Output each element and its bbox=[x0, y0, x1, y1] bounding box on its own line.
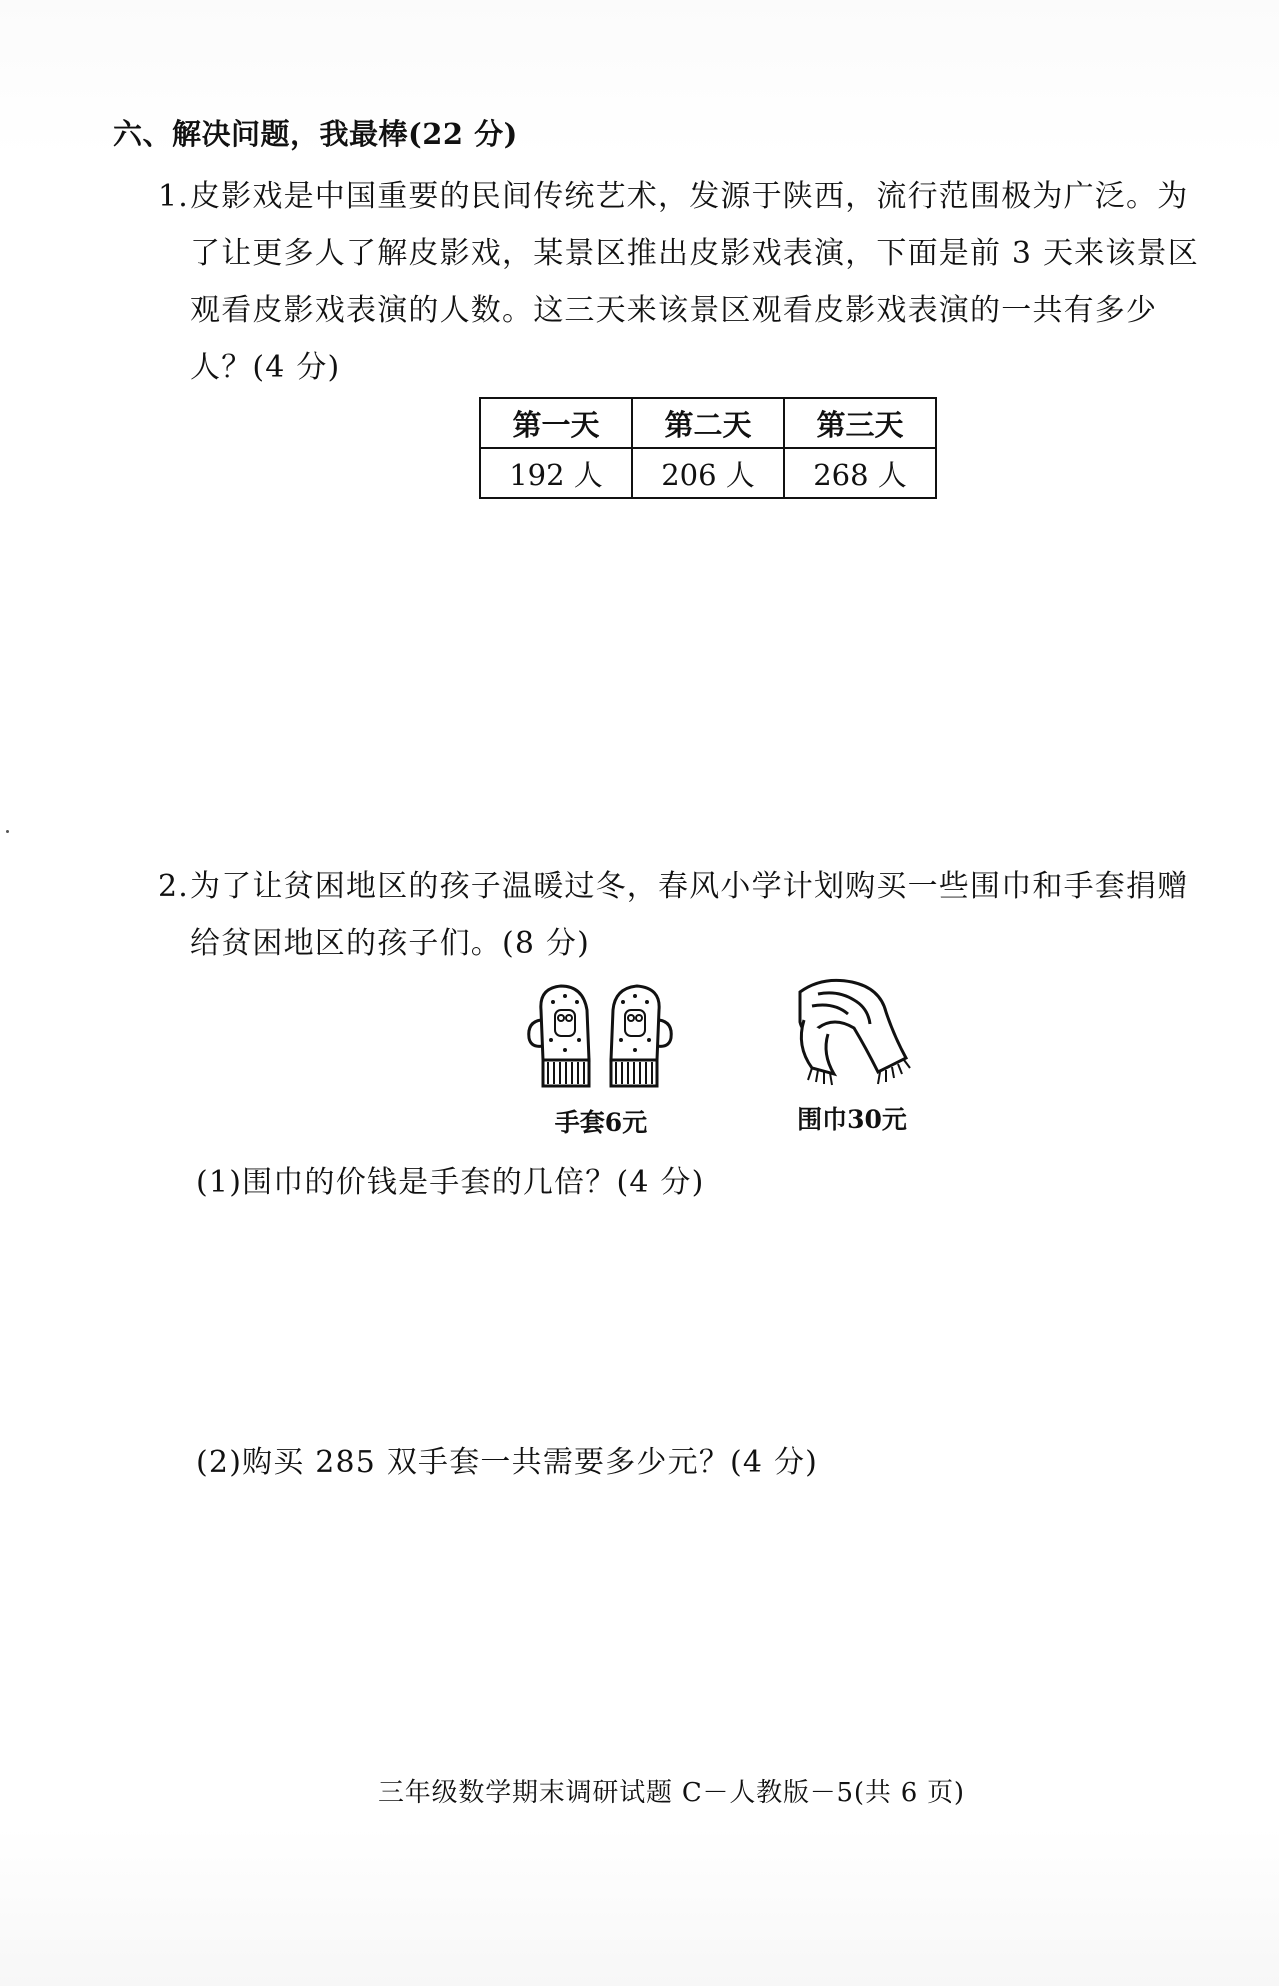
scan-speck bbox=[6, 830, 9, 833]
table-header-day1: 第一天 bbox=[480, 398, 632, 448]
question-2-line-1 bbox=[158, 858, 1258, 915]
scarf-item bbox=[772, 972, 932, 1136]
question-1-line-4: 人？(4 分) bbox=[190, 350, 341, 385]
table-header-row bbox=[480, 398, 936, 448]
visitor-table bbox=[479, 397, 937, 499]
gloves-caption: 手套6元 bbox=[554, 1108, 648, 1137]
question-2-number: 2. bbox=[158, 869, 190, 904]
question-1-number: 1. bbox=[158, 179, 190, 214]
gloves-item bbox=[521, 980, 681, 1139]
question-1-line-1 bbox=[158, 168, 1238, 225]
table-cell-day2: 206 人 bbox=[632, 448, 784, 498]
question-2 bbox=[158, 858, 1258, 972]
question-1 bbox=[158, 168, 1238, 396]
question-1-line-2: 了让更多人了解皮影戏，某景区推出皮影戏表演，下面是前 3 天来该景区 bbox=[190, 236, 1199, 271]
question-2-line-2: 给贫困地区的孩子们。(8 分) bbox=[190, 926, 591, 961]
page-footer: 三年级数学期末调研试题 C－人教版－5(共 6 页) bbox=[378, 1778, 965, 1808]
subquestion-1: (1)围巾的价钱是手套的几倍？(4 分) bbox=[196, 1165, 705, 1200]
subquestion-2: (2)购买 285 双手套一共需要多少元？(4 分) bbox=[196, 1445, 819, 1480]
table-cell-day3: 268 人 bbox=[784, 448, 936, 498]
mittens-icon bbox=[521, 980, 681, 1095]
section-title: 六、解决问题，我最棒(22 分) bbox=[113, 117, 518, 151]
table-header-day2: 第二天 bbox=[632, 398, 784, 448]
table-header-day3: 第三天 bbox=[784, 398, 936, 448]
question-2-text-1: 为了让贫困地区的孩子温暖过冬，春风小学计划购买一些围巾和手套捐赠 bbox=[190, 869, 1189, 904]
table-row bbox=[480, 448, 936, 498]
table-cell-day1: 192 人 bbox=[480, 448, 632, 498]
scarf-caption: 围巾30元 bbox=[797, 1105, 907, 1134]
scarf-icon bbox=[782, 972, 922, 1092]
question-1-text-1: 皮影戏是中国重要的民间传统艺术，发源于陕西，流行范围极为广泛。为 bbox=[190, 179, 1189, 214]
question-1-line-3: 观看皮影戏表演的人数。这三天来该景区观看皮影戏表演的一共有多少 bbox=[190, 293, 1158, 328]
